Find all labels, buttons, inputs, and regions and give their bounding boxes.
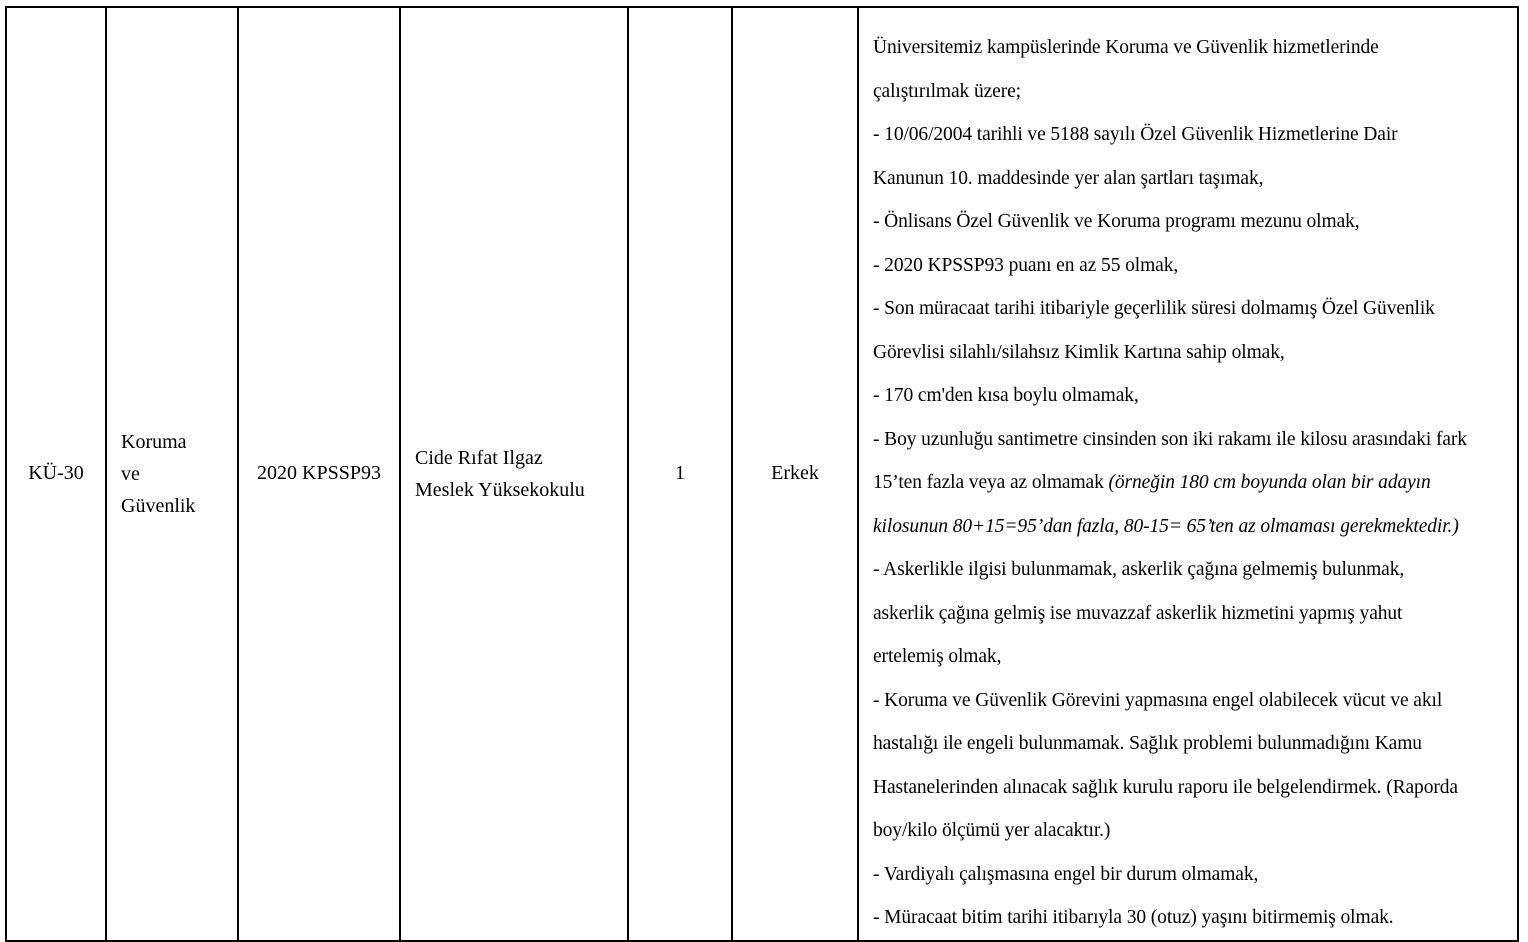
unit-line: Cide Rıfat Ilgaz xyxy=(415,446,543,469)
requirement-line xyxy=(873,505,1507,549)
requirement-line: ertelemiş olmak, xyxy=(873,646,1002,667)
position-code: KÜ-30 xyxy=(28,462,84,485)
requirement-line xyxy=(873,461,1507,505)
requirement-example: (örneğin 180 cm boyunda olan bir adayın xyxy=(1108,472,1431,493)
requirement-line: - Vardiyalı çalışmasına engel bir durum olmamak, xyxy=(873,863,1259,885)
requirement-line: - Son müracaat tarihi itibariyle geçerlilik süresi dolmamış Özel Güvenlik xyxy=(873,298,1435,319)
requirement-line: - 10/06/2004 tarihli ve 5188 sayılı Özel Güvenlik Hizmetlerine Dair xyxy=(873,124,1398,145)
requirement-line: Kanunun 10. maddesinde yer alan şartları taşımak, xyxy=(873,167,1264,189)
position-title-line: ve xyxy=(121,462,140,485)
gender: Erkek xyxy=(771,462,819,485)
requirement-line: - Koruma ve Güvenlik Görevini yapmasına engel olabilecek vücut ve akıl xyxy=(873,689,1443,711)
gender-cell xyxy=(732,7,858,941)
requirement-line: - Müracaat bitim tarihi itibarıyla 30 (otuz) yaşını bitirmemiş olmak. xyxy=(873,907,1394,928)
exam-type: 2020 KPSSP93 xyxy=(257,462,381,485)
requirement-line: askerlik çağına gelmiş ise muvazzaf askerlik hizmetini yapmış yahut xyxy=(873,602,1403,624)
job-posting-table xyxy=(5,6,1519,942)
requirement-text: 15’ten fazla veya az olmamak xyxy=(873,472,1109,493)
requirement-line: - Boy uzunluğu santimetre cinsinden son iki rakamı ile kilosu arasındaki fark xyxy=(873,428,1467,450)
requirement-line: - Önlisans Özel Güvenlik ve Koruma programı mezunu olmak, xyxy=(873,211,1360,232)
count-cell xyxy=(628,7,732,941)
requirement-line: Görevlisi silahlı/silahsız Kimlik Kartına sahip olmak, xyxy=(873,341,1285,363)
position-count: 1 xyxy=(675,462,685,485)
requirement-line: Hastanelerinden alınacak sağlık kurulu raporu ile belgelendirmek. (Raporda xyxy=(873,776,1458,798)
unit-cell xyxy=(400,7,628,941)
unit-line: Meslek Yüksekokulu xyxy=(415,478,585,501)
requirement-line: boy/kilo ölçümü yer alacaktır.) xyxy=(873,820,1111,841)
exam-type-cell xyxy=(238,7,400,941)
position-title-line: Güvenlik xyxy=(121,494,196,517)
table-row xyxy=(6,7,1518,941)
position-title-line: Koruma xyxy=(121,430,187,453)
requirement-line: - Askerlikle ilgisi bulunmamak, askerlik çağına gelmemiş bulunmak, xyxy=(873,559,1405,580)
requirement-line: çalıştırılmak üzere; xyxy=(873,80,1021,102)
requirement-line: hastalığı ile engeli bulunmamak. Sağlık problemi bulunmadığını Kamu xyxy=(873,733,1422,754)
requirements-text xyxy=(873,26,1507,940)
requirement-example: kilosunun 80+15=95’dan fazla, 80-15= 65’ten az olmaması gerekmektedir.) xyxy=(873,515,1459,537)
requirement-line: Üniversitemiz kampüslerinde Koruma ve Güvenlik hizmetlerinde xyxy=(873,37,1379,58)
position-title-cell xyxy=(106,7,238,941)
requirements-cell xyxy=(858,7,1518,941)
position-code-cell xyxy=(6,7,106,941)
requirement-line: - 170 cm'den kısa boylu olmamak, xyxy=(873,385,1139,406)
requirement-line: - 2020 KPSSP93 puanı en az 55 olmak, xyxy=(873,254,1179,276)
